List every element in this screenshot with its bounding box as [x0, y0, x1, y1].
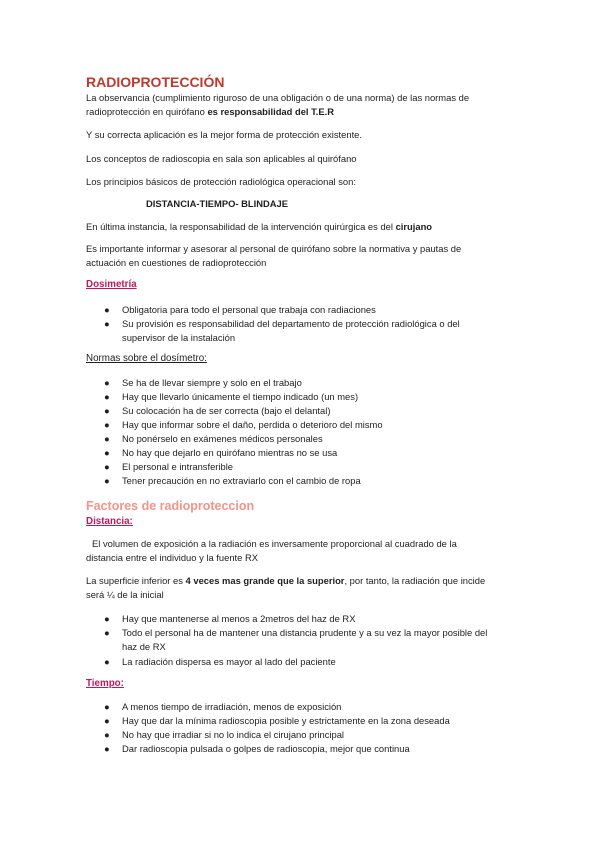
- dosimetria-heading: Dosimetría: [86, 279, 137, 290]
- distancia-line-3-b: , por tanto, la radiación que incide: [344, 575, 486, 586]
- bullet-icon: ●: [104, 419, 110, 430]
- document-page: RADIOPROTECCIÓN La observancia (cumplimiento riguroso de una obligación o de una norma) de las normas de radioprotección en quirófano es responsabilidad del T.E.R Y su correcta aplicación es la mejor forma de protección existente. Los conceptos de radioscopia en sala son aplicables al quirófano Los principios básicos de protección radiológica operacional son: DISTANCIA-TIEMPO- BLINDAJE En última instancia, la responsabilidad de la intervención quirúrgica es del cirujano Es importante informar y asesorar al personal de quirófano sobre la normativa y pautas de actuación en cuestiones de radioprotección Dosimetría ● Obligatoria para todo el personal que trabaja con radiaciones ● Su provisión es responsabilidad del departamento de protección radiológica o del supervisor de la instalación Normas sobre el dosímetro: ● Se ha de llevar siempre y solo en el trabajo ● Hay que llevarlo únicamente el tiempo indicado (un mes) ● Su colocación ha de ser correcta (bajo el delantal) ● Hay que informar sobre el daño, perdida o deterioro del mismo ● No ponérselo en exámenes médicos personales ● No hay que dejarlo en quirófano mientras no se usa ● El personal e intransferible ● Tener precaución en no extraviarlo con el cambio de ropa Factores de radioproteccion Distancia: El volumen de exposición a la radiación es inversamente proporcional al cuadrado de la distancia entre el individuo y la fuente RX La superficie inferior es 4 veces mas grande que la superior, por tanto, la radiación que incide será ¼ de la inicial ● Hay que mantenerse al menos a 2metros del haz de RX ● Todo el personal ha de mantener una distancia prudente y a su vez la mayor posible del haz de RX ● La radiación dispersa es mayor al lado del paciente Tiempo: ● A menos tiempo de irradiación, menos de exposición ● Hay que dar la mínima radioscopia posible y estrictamente en la zona deseada ● No hay que irradiar si no lo indica el cirujano principal ● Dar radioscopia pulsada o golpes de radioscopia, mejor que continua: [86, 74, 488, 754]
- page-title: RADIOPROTECCIÓN: [86, 74, 225, 90]
- bullet-icon: ●: [104, 447, 110, 458]
- distancia-line-1: El volumen de exposición a la radiación es inversamente proporcional al cuadrado de la: [92, 538, 457, 549]
- intro-line-2-bold: es responsabilidad del T.E.R: [207, 106, 335, 117]
- intro-line-6-text: En última instancia, la responsabilidad de la intervención quirúrgica es del: [86, 221, 396, 232]
- intro-line-2: [86, 105, 334, 118]
- intro-line-8: actuación en cuestiones de radioprotección: [86, 257, 267, 268]
- intro-line-6: [86, 220, 432, 233]
- intro-line-1: La observancia (cumplimiento riguroso de una obligación o de una norma) de las normas de: [86, 92, 470, 103]
- bullet-icon: ●: [104, 627, 110, 638]
- intro-line-4: Los conceptos de radioscopia en sala son aplicables al quirófano: [86, 153, 357, 164]
- principles-line: DISTANCIA-TIEMPO- BLINDAJE: [146, 198, 289, 209]
- bullet-icon: ●: [104, 433, 110, 444]
- bullet-icon: ●: [104, 405, 110, 416]
- factores-heading: Factores de radioproteccion: [86, 499, 255, 513]
- bullet-icon: ●: [104, 715, 110, 726]
- distancia-line-3-bold: 4 veces mas grande que la superior: [185, 575, 345, 586]
- intro-line-7: Es importante informar y asesorar al personal de quirófano sobre la normativa y pautas de: [86, 243, 462, 254]
- normas-heading: Normas sobre el dosímetro:: [86, 353, 207, 364]
- distancia-line-3-a: La superficie inferior es: [86, 575, 186, 586]
- distancia-line-4: será ¼ de la inicial: [86, 589, 164, 600]
- bullet-icon: ●: [104, 729, 110, 740]
- intro-line-2-text: radioprotección en quirófano: [86, 106, 208, 117]
- bullet-icon: ●: [104, 391, 110, 402]
- intro-line-5: Los principios básicos de protección radiológica operacional son:: [86, 176, 356, 187]
- bullet-icon: ●: [104, 318, 110, 329]
- distancia-line-3: [86, 574, 485, 587]
- bullet-icon: ●: [104, 743, 110, 754]
- intro-line-6-bold: cirujano: [395, 221, 433, 232]
- intro-line-3: Y su correcta aplicación es la mejor forma de protección existente.: [86, 129, 363, 140]
- bullet-icon: ●: [104, 475, 110, 486]
- bullet-icon: ●: [104, 701, 110, 712]
- bullet-icon: ●: [104, 304, 110, 315]
- bullet-icon: ●: [104, 377, 110, 388]
- distancia-line-2: distancia entre el individuo y la fuente RX: [86, 552, 258, 563]
- tiempo-heading: Tiempo:: [86, 678, 124, 689]
- distancia-heading: Distancia:: [86, 516, 133, 527]
- bullet-icon: ●: [104, 461, 110, 472]
- bullet-icon: ●: [104, 613, 110, 624]
- bullet-icon: ●: [104, 656, 110, 667]
